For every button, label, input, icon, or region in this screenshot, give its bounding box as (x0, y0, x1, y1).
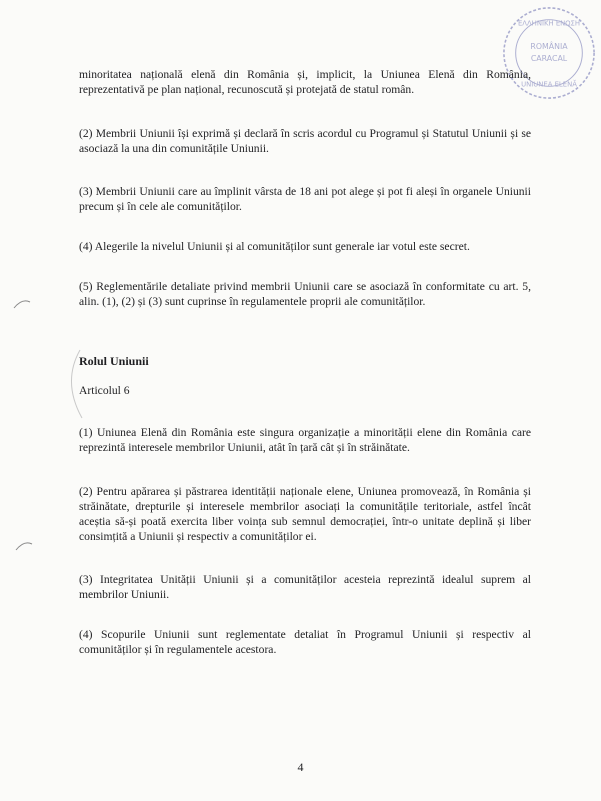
paragraph-3: (3) Membrii Uniunii care au împlinit vârsta de 18 ani pot alege și pot fi aleși în organele Uniunii precum și în cele ale comunităților. (79, 185, 531, 213)
article-6-paragraph-2: (2) Pentru apărarea și păstrarea identității naționale elene, Uniunea promovează, în România și străinătate, drepturile și interesele membrilor asociați la comunitățile teritoriale, astfel încât aceștia să-și poată exercita liber voința sub semnul democrației, într-o unitate deplină și liber consimțită a Uniunii și respectiv a comunităților ei. (79, 485, 531, 543)
section-heading: Rolul Uniunii (79, 354, 149, 368)
article-label: Articolul 6 (79, 384, 130, 397)
stamp-text-mid-2: CARACAL (530, 53, 568, 63)
article-6-paragraph-1: (1) Uniunea Elenă din România este singura organizație a minorității elene din România care reprezintă interesele membrilor Uniunii, atât în țară cât și în străinătate. (79, 426, 531, 454)
stamp-text-top: ΕΛΛΗΝΙΚΗ ΕΝΩΣΗ (517, 19, 581, 28)
paragraph-5: (5) Reglementările detaliate privind membrii Uniunii care se asociază în conformitate cu art. 5, alin. (1), (2) și (3) sunt cuprinse în regulamentele proprii ale comunităților. (79, 280, 531, 308)
paragraph-2: (2) Membrii Uniunii își exprimă și declară în scris acordul cu Programul și Statutul Uniunii și se asociază la una din comunitățile Uniunii. (79, 127, 531, 155)
margin-mark-1 (12, 296, 32, 310)
paragraph-4: (4) Alegerile la nivelul Uniunii și al comunităților sunt generale iar votul este secret. (79, 240, 470, 253)
article-6-paragraph-3: (3) Integritatea Unității Uniunii și a comunităților acesteia reprezintă idealul suprem al membrilor Uniunii. (79, 573, 531, 601)
margin-mark-2 (14, 538, 34, 552)
article-6-paragraph-4: (4) Scopurile Uniunii sunt reglementate detaliat în Programul Uniunii și respectiv al comunităților și în regulamentele acestora. (79, 628, 531, 656)
paragraph-intro: minoritatea națională elenă din România și, implicit, la Uniunea Elenă din România, reprezentativă pe plan național, recunoscută și protejată de statul român. (79, 68, 531, 96)
stamp-text-mid-1: ROMÂNIA (530, 42, 568, 52)
hole-punch-arc (56, 348, 86, 420)
stamp-text-bottom: UNIUNEA ELENĂ (521, 80, 577, 89)
page-number: 4 (297, 760, 304, 774)
